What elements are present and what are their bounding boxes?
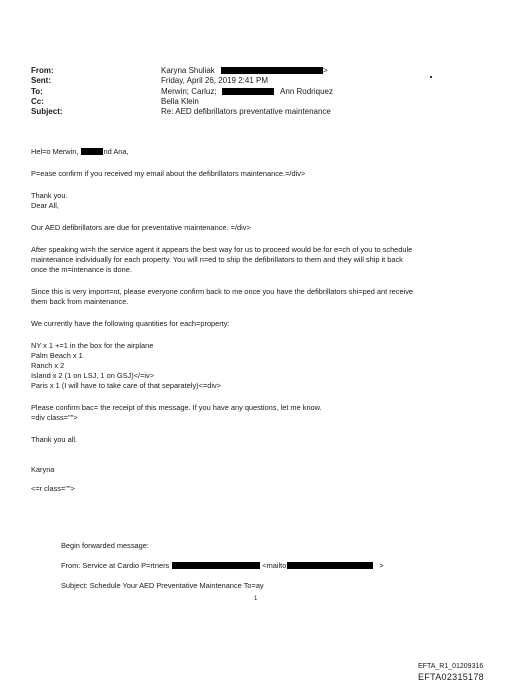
list-item: Island x 2 (1 on LSJ, 1 on GSJ)</=iv> bbox=[31, 371, 155, 380]
document-page: From: Karyna Shuliak > Sent: Friday, April 26, 2019 2:41 PM To: Merwin; Carluz; Ann Rodriquez Cc: Bella Klein Subject: Re: AED defibrillators preventative maintenance Hel=o Merwin, nd Ana, P=ease confirm if you received my email about the defibrillators maintenance.=/div> Thank you. Dear All, Our AED defibrillators are due for preventative maintenance. =/div> After speaking wi=h the service agent it appears the best way for us to proceed would be for e=ch of you to schedule maintenance individually for each property. You will n=ed to ship the defibrillators to them and they will ship it back once the m=intenance is done. Since this is very import=nt, please everyone confirm back to me once you have the defibrillators shi=ped ant receive them back from maintenance. We currently have the following quantities for each=property: NY x 1 +=1 in the box for the airplane Palm Beach x 1 Ranch x 2 Island x 2 (1 on LSJ, 1 on GSJ)</=iv> Paris x 1 (I will have to take care of that separately)<=div> Please confirm bac= the receipt of this message. If you have any questions, let me know. =div class=""> Thank you all. Karyna <=r class=""> Begin forwarded message: From: Service at Cardio P=rtners <mailto > Subject: Schedule Your AED Preventative Maintenance To=ay 1 EFTA_R1_01209316 EFTA02315178 bbox=[31, 66, 484, 682]
body-line: After speaking wi=h the service agent it appears the best way for us to proceed would be for e=ch of you to schedule bbox=[31, 245, 413, 254]
list-item: Palm Beach x 1 bbox=[31, 351, 83, 360]
list-item: Paris x 1 (I will have to take care of that separately)<=div> bbox=[31, 381, 221, 390]
redaction-bar bbox=[287, 562, 373, 569]
sent-label: Sent: bbox=[31, 76, 51, 86]
subject-label: Subject: bbox=[31, 107, 63, 117]
body-line: once the m=intenance is done. bbox=[31, 265, 132, 274]
to-label: To: bbox=[31, 86, 43, 96]
body-line: Dear All, bbox=[31, 201, 59, 210]
body-line: Please confirm bac= the receipt of this message. If you have any questions, let me know. bbox=[31, 403, 322, 412]
from-label: From: bbox=[31, 66, 54, 75]
body-line: Our AED defibrillators are due for preventative maintenance. =/div> bbox=[31, 223, 251, 232]
body-line: Thank you. bbox=[31, 191, 68, 200]
body-line: maintenance individually for each property. You will n=ed to ship the defibrillators to them and they will ship it back bbox=[31, 255, 403, 264]
body-line: We currently have the following quantities for each=property: bbox=[31, 319, 230, 328]
forwarded-subject: Subject: Schedule Your AED Preventative Maintenance To=ay bbox=[61, 581, 264, 590]
redaction-bar bbox=[221, 67, 323, 74]
body-line: =div class=""> bbox=[31, 413, 78, 422]
forwarded-from: From: Service at Cardio P=rtners <mailto > bbox=[61, 561, 384, 570]
email-body bbox=[31, 147, 479, 494]
cc-label: Cc: bbox=[31, 96, 44, 106]
redaction-bar bbox=[172, 562, 260, 569]
cc-value: Bella Klein bbox=[161, 96, 199, 106]
bates-number-secondary: EFTA02315178 bbox=[418, 672, 484, 682]
subject-value: Re: AED defibrillators preventative maintenance bbox=[161, 107, 331, 117]
body-line: P=ease confirm if you received my email about the defibrillators maintenance.=/div> bbox=[31, 169, 306, 178]
body-line: Since this is very import=nt, please everyone confirm back to me once you have the defibrillators shi=ped ant receive bbox=[31, 287, 414, 296]
body-line: <=r class=""> bbox=[31, 484, 75, 493]
redaction-bar bbox=[222, 88, 274, 95]
signature: Karyna bbox=[31, 465, 55, 474]
body-line: them back from maintenance. bbox=[31, 297, 129, 306]
forwarded-begin: Begin forwarded message: bbox=[61, 541, 149, 550]
bates-number-primary: EFTA_R1_01209316 bbox=[418, 663, 484, 670]
sent-value: Friday, April 26, 2019 2:41 PM bbox=[161, 76, 269, 86]
body-line: Thank you all. bbox=[31, 435, 78, 444]
to-value-b: Ann Rodriquez bbox=[280, 86, 333, 96]
redaction-bar bbox=[81, 148, 103, 155]
from-value: Karyna Shuliak bbox=[161, 66, 215, 75]
greeting-line: Hel=o Merwin, nd Ana, bbox=[31, 147, 129, 156]
forwarded-message bbox=[61, 541, 384, 591]
list-item: NY x 1 +=1 in the box for the airplane bbox=[31, 341, 154, 350]
list-item: Ranch x 2 bbox=[31, 361, 65, 370]
scan-speck bbox=[430, 76, 432, 78]
page-number: 1 bbox=[254, 596, 258, 602]
to-value-a: Merwin; Carluz; bbox=[161, 86, 217, 96]
